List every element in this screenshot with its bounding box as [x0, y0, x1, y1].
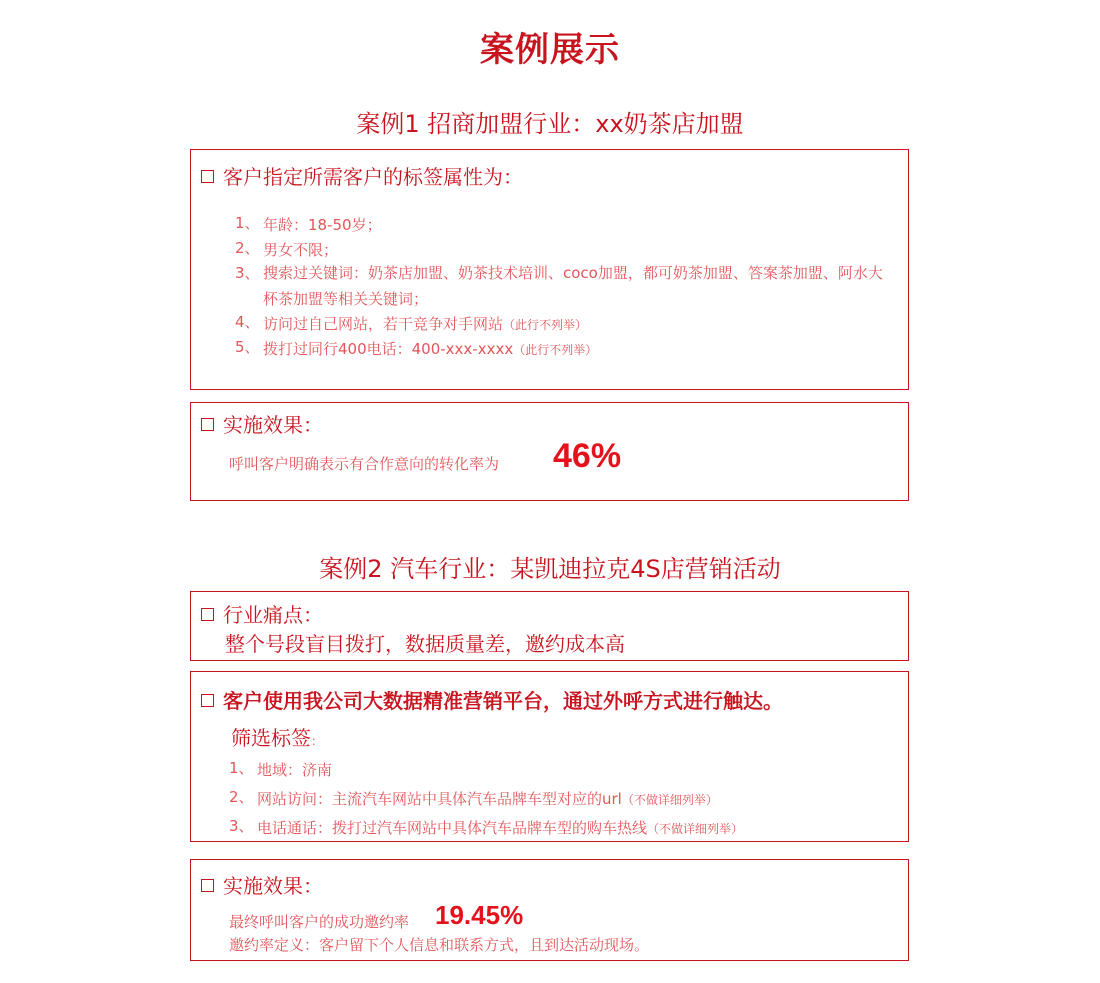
- case2-invitation-rate: 19.45%: [435, 900, 524, 930]
- list-item: 1、 年龄：18-50岁；: [235, 214, 382, 234]
- case2-result-box: [190, 859, 909, 961]
- list-item: 2、 男女不限；: [235, 239, 339, 259]
- list-item: 2、 网站访问：主流汽车网站中具体汽车品牌车型对应的url（不做详细列举）: [229, 788, 718, 808]
- checkbox-icon: [201, 418, 214, 431]
- case2-result-text: 最终呼叫客户的成功邀约率: [229, 913, 410, 931]
- case1-targeting-heading: 客户指定所需客户的标签属性为：: [201, 161, 523, 190]
- list-item: 3、 电话通话：拨打过汽车网站中具体汽车品牌车型的购车热线（不做详细列举）: [229, 817, 744, 837]
- case2-solution-heading: 客户使用我公司大数据精准营销平台，通过外呼方式进行触达。: [201, 685, 783, 714]
- case1-targeting-box: [190, 149, 909, 390]
- checkbox-icon: [201, 879, 214, 892]
- checkbox-icon: [201, 170, 214, 183]
- case1-conversion-rate: 46%: [553, 437, 622, 475]
- list-item: 3、 搜索过关键词：奶茶店加盟、奶茶技术培训、coco加盟，都可奶茶加盟、答案茶加盟、阿水大杯茶加盟等相关关键词；: [235, 264, 883, 308]
- list-item: 1、 地域：济南: [229, 759, 333, 779]
- list-item: 4、 访问过自己网站，若干竞争对手网站（此行不列举）: [235, 313, 588, 333]
- checkbox-icon: [201, 608, 214, 621]
- case1-result-text: 呼叫客户明确表示有合作意向的转化率为: [229, 455, 500, 473]
- page-title: 案例展示: [480, 30, 620, 70]
- case2-rate-definition: 邀约率定义：客户留下个人信息和联系方式，且到达活动现场。: [229, 936, 650, 954]
- case1-result-box: [190, 402, 909, 501]
- case1-result-heading: 实施效果：: [201, 409, 323, 438]
- case1-title: 案例1 招商加盟行业：xx奶茶店加盟: [356, 110, 744, 138]
- case2-solution-box: [190, 671, 909, 842]
- case2-pain-heading: 行业痛点：: [201, 599, 323, 628]
- case2-pain-box: [190, 591, 909, 661]
- case2-filter-heading: 筛选标签：: [231, 726, 324, 750]
- case2-result-heading: 实施效果：: [201, 870, 323, 899]
- checkbox-icon: [201, 694, 214, 707]
- list-item: 5、 拨打过同行400电话：400-xxx-xxxx（此行不列举）: [235, 338, 598, 358]
- case2-pain-text: 整个号段盲目拨打，数据质量差，邀约成本高: [225, 632, 625, 656]
- case2-title: 案例2 汽车行业：某凯迪拉克4S店营销活动: [319, 555, 781, 583]
